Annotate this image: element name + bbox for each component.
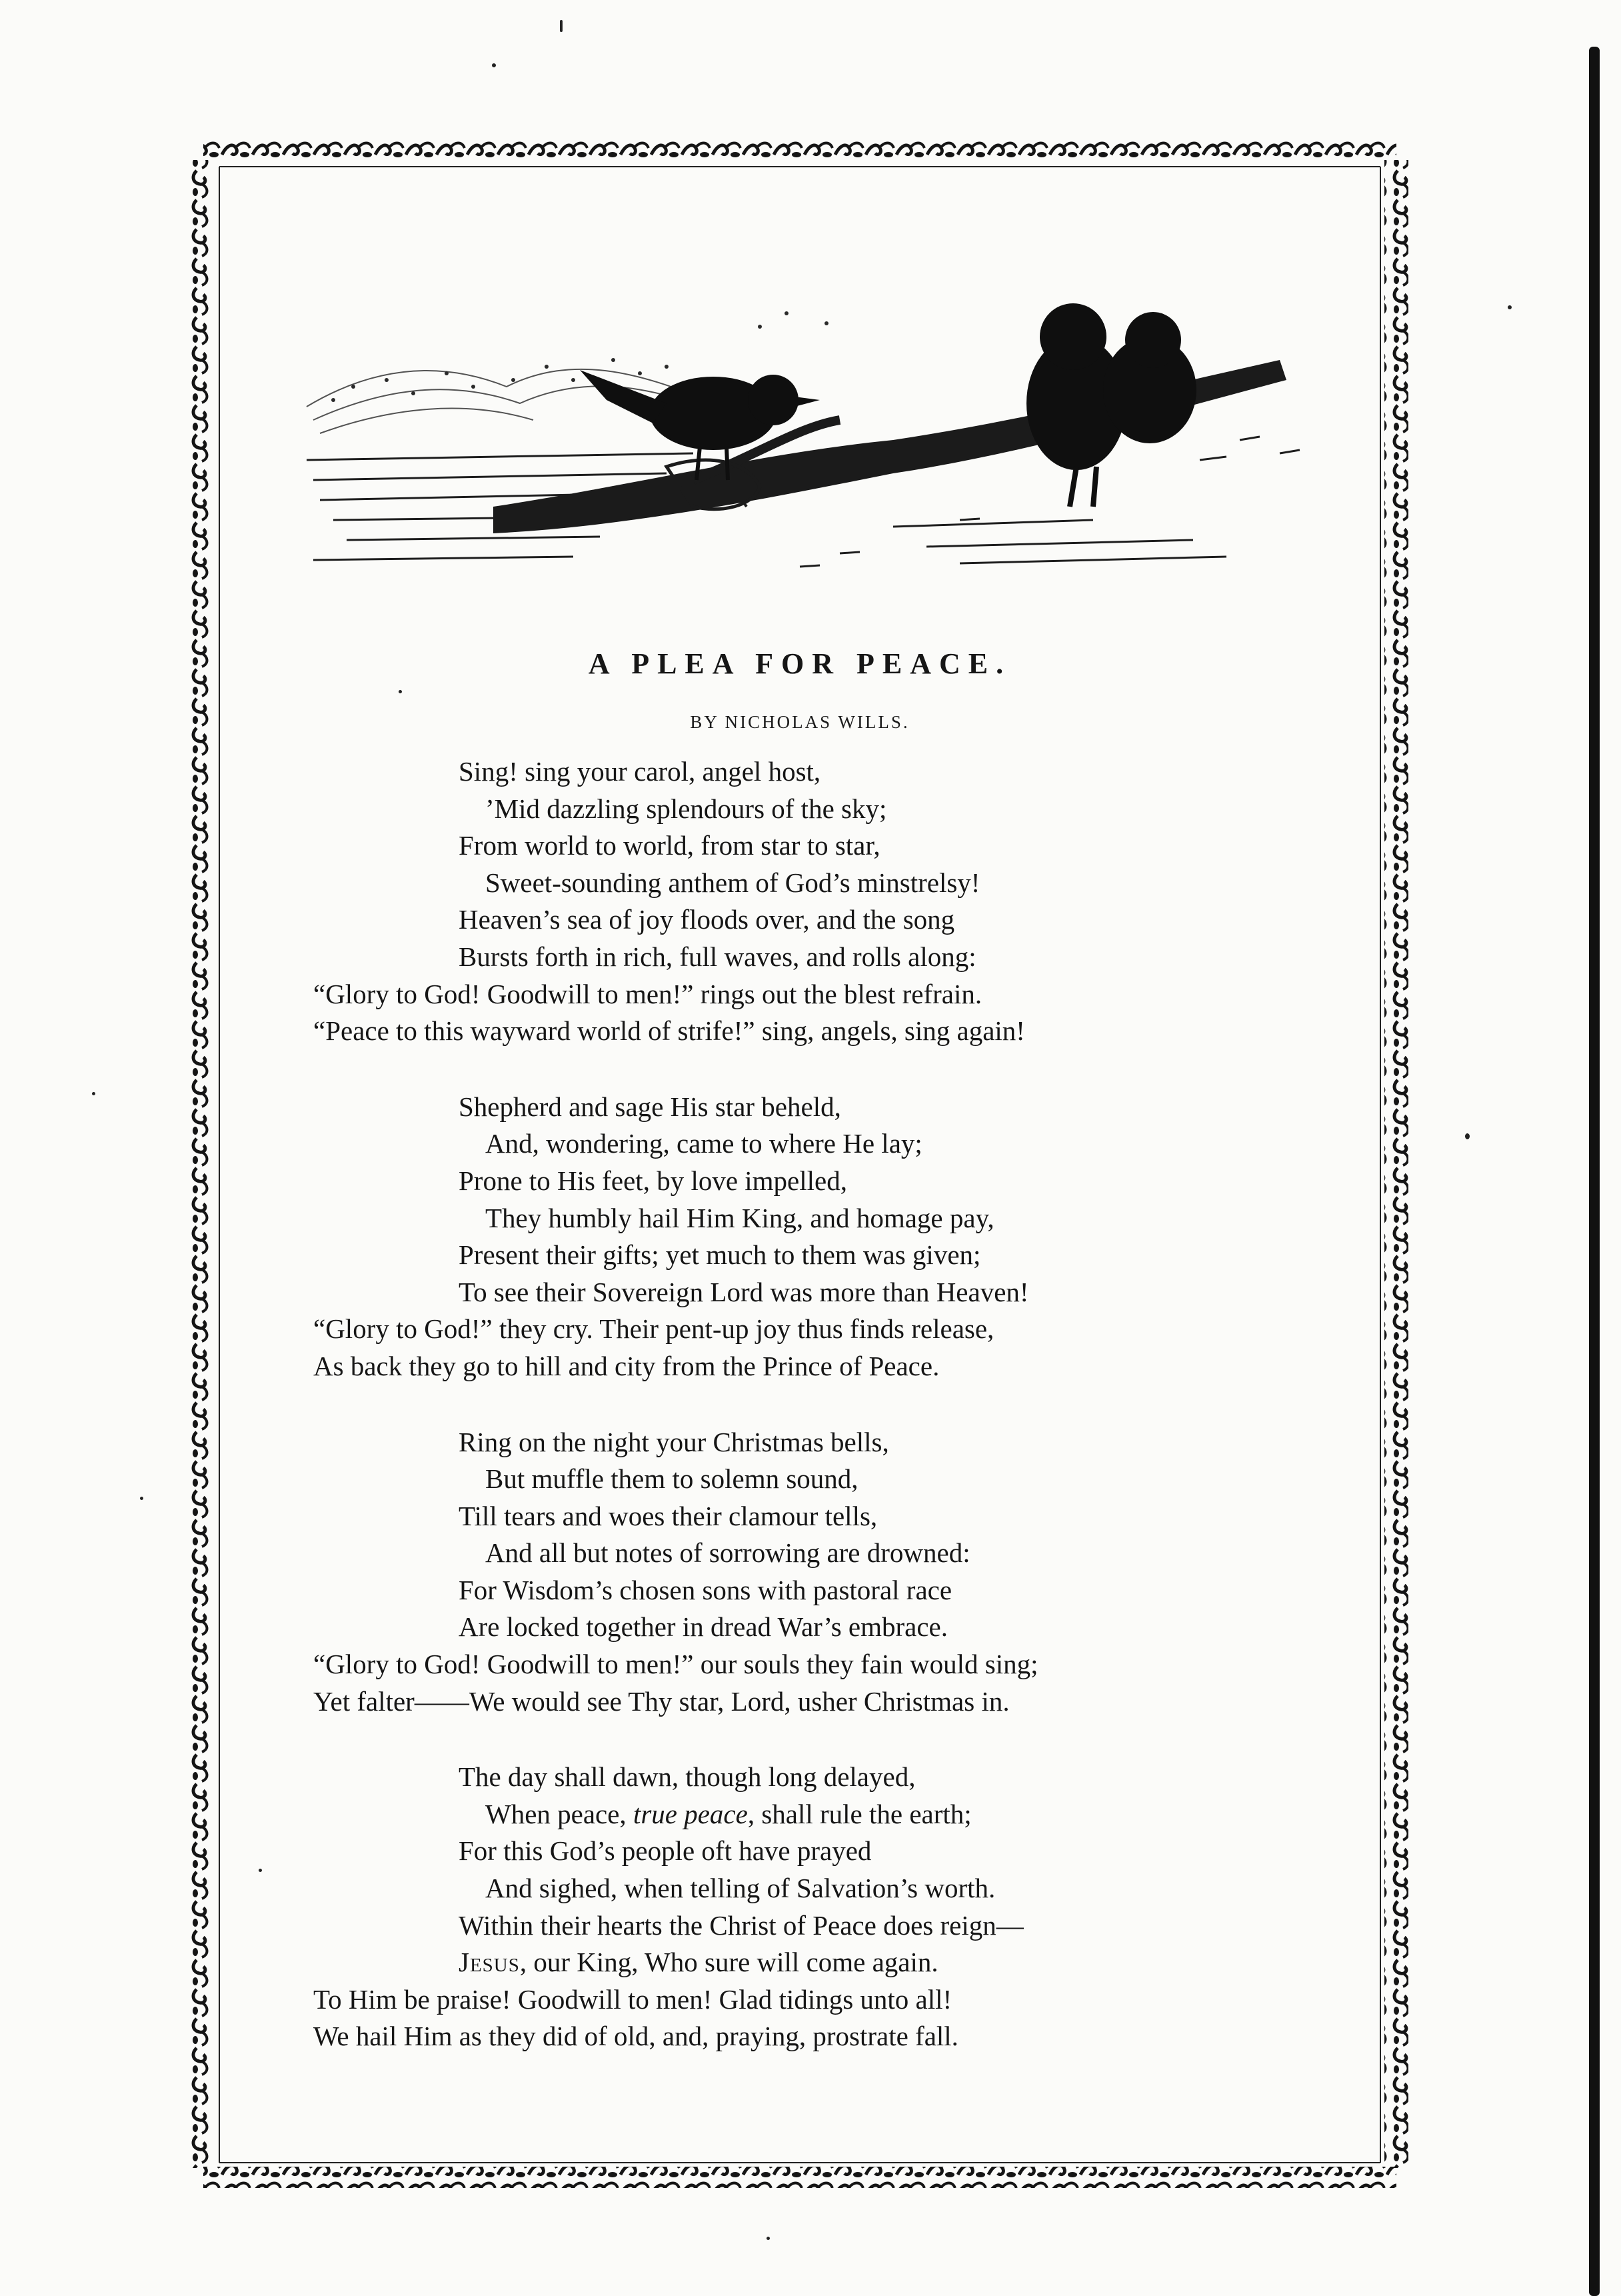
- poem-line: For Wisdom’s chosen sons with pastoral race: [459, 1574, 952, 1605]
- poem-line: “Glory to God! Goodwill to men!” our souls they fain would sing;: [313, 1649, 1038, 1680]
- italic-text: true peace: [633, 1798, 748, 1829]
- poem-line: Sing! sing your carol, angel host,: [459, 756, 821, 787]
- poem-title: A PLEA FOR PEACE.: [588, 647, 1012, 680]
- line-text: When peace,: [485, 1798, 633, 1829]
- poem-line: For this God’s people oft have prayed: [459, 1835, 872, 1867]
- scan-speck: [140, 1497, 143, 1500]
- poem-body: [313, 753, 1380, 2094]
- poem-line: And, wondering, came to where He lay;: [485, 1128, 922, 1159]
- poem-line: As back they go to hill and city from the Prince of Peace.: [313, 1350, 940, 1381]
- poem-line: ’Mid dazzling splendours of the sky;: [485, 793, 887, 824]
- scan-speck: [92, 1092, 95, 1095]
- poem-line: [313, 1944, 1380, 1981]
- stanza: [313, 753, 1380, 1050]
- poem-line: “Glory to God! Goodwill to men!” rings out the blest refrain.: [313, 978, 982, 1009]
- poem-line: Heaven’s sea of joy floods over, and the song: [459, 904, 955, 935]
- poem-line: We hail Him as they did of old, and, praying, prostrate fall.: [313, 2021, 958, 2052]
- ornamental-frame: [190, 140, 1410, 2190]
- poem-line: Present their gifts; yet much to them was given;: [459, 1239, 981, 1271]
- poem-line: Within their hearts the Christ of Peace does reign—: [459, 1909, 1024, 1941]
- poem-line: Ring on the night your Christmas bells,: [459, 1426, 889, 1457]
- poem-line: “Glory to God!” they cry. Their pent-up joy thus finds release,: [313, 1313, 994, 1345]
- stanza: [313, 1089, 1380, 1385]
- poem-line: To Him be praise! Goodwill to men! Glad tidings unto all!: [313, 1983, 952, 2015]
- scan-speck: [1465, 1133, 1470, 1139]
- poem-line: Bursts forth in rich, full waves, and rolls along:: [459, 941, 976, 972]
- birds-illustration: [293, 287, 1333, 587]
- poem-line: “Peace to this wayward world of strife!” sing, angels, sing again!: [313, 1015, 1025, 1047]
- page-edge-rule: [1589, 47, 1600, 2296]
- poem-line: [313, 1796, 1380, 1833]
- poem-line: Yet falter——We would see Thy star, Lord, usher Christmas in.: [313, 1685, 1010, 1717]
- poem-line: To see their Sovereign Lord was more than Heaven!: [459, 1276, 1029, 1307]
- poem-line: From world to world, from star to star,: [459, 830, 880, 861]
- poem-line: The day shall dawn, though long delayed,: [459, 1761, 916, 1793]
- poem-line: Till tears and woes their clamour tells,: [459, 1500, 878, 1531]
- stanza: [313, 1759, 1380, 2055]
- poem-line: They humbly hail Him King, and homage pay,: [485, 1202, 994, 1233]
- line-text: , our King, Who sure will come again.: [519, 1947, 938, 1978]
- line-text: , shall rule the earth;: [747, 1798, 972, 1829]
- poem-line: And sighed, when telling of Salvation’s worth.: [485, 1873, 996, 1904]
- poem-line: Are locked together in dread War’s embrace.: [459, 1611, 948, 1643]
- poem-line: Shepherd and sage His star beheld,: [459, 1091, 841, 1122]
- stanza: [313, 1424, 1380, 1721]
- poem-line: Sweet-sounding anthem of God’s minstrelsy!: [485, 867, 980, 898]
- poem-byline: BY NICHOLAS WILLS.: [690, 712, 910, 732]
- poem-line: Prone to His feet, by love impelled,: [459, 1165, 847, 1196]
- scan-speck: [560, 20, 563, 32]
- poem-line: And all but notes of sorrowing are drowned:: [485, 1537, 970, 1569]
- poem-line: But muffle them to solemn sound,: [485, 1463, 858, 1495]
- scan-speck: [767, 2237, 770, 2240]
- scan-speck: [492, 63, 496, 67]
- small-caps-text: Jesus: [459, 1947, 520, 1978]
- scan-speck: [1508, 305, 1512, 309]
